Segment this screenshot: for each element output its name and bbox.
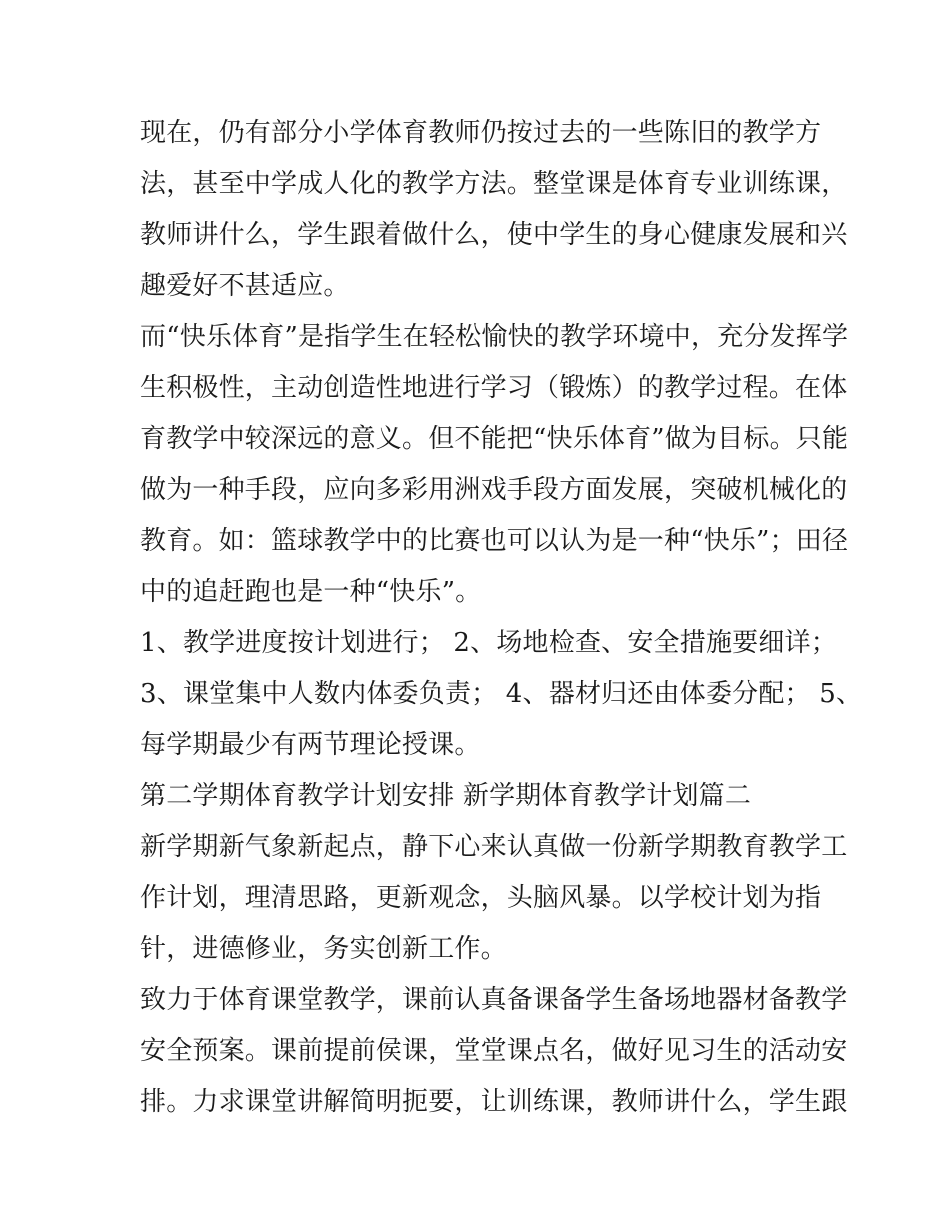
text-line: 教育。如：篮球教学中的比赛也可以认为是一种“快乐”；田径 — [140, 526, 849, 556]
document-body — [140, 108, 863, 1128]
text-line: 育教学中较深远的意义。但不能把“快乐体育”做为目标。只能 — [140, 424, 849, 454]
section-heading: 第二学期体育教学计划安排 新学期体育教学计划篇二 — [140, 781, 752, 811]
text-line: 安全预案。课前提前侯课，堂堂课点名，做好见习生的活动安 — [140, 1036, 848, 1066]
text-line: 生积极性，主动创造性地进行学习（锻炼）的教学过程。在体 — [140, 373, 848, 403]
text-line: 中的追赶跑也是一种“快乐”。 — [140, 577, 482, 607]
text-line: 教师讲什么，学生跟着做什么，使中学生的身心健康发展和兴 — [140, 220, 848, 250]
list-line: 1、教学进度按计划进行； 2、场地检查、安全措施要细详； — [140, 628, 837, 658]
text-line: 致力于体育课堂教学，课前认真备课备学生备场地器材备教学 — [140, 985, 848, 1015]
text-line: 针，进德修业，务实创新工作。 — [140, 934, 507, 964]
text-line: 现在，仍有部分小学体育教师仍按过去的一些陈旧的教学方 — [140, 118, 822, 148]
list-line: 每学期最少有两节理论授课。 — [140, 730, 481, 760]
text-line: 作计划，理清思路，更新观念，头脑风暴。以学校计划为指 — [140, 883, 822, 913]
text-line: 做为一种手段，应向多彩用洲戏手段方面发展，突破机械化的 — [140, 475, 848, 505]
list-line: 3、课堂集中人数内体委负责； 4、器材归还由体委分配； 5、 — [140, 679, 863, 709]
text-line: 而“快乐体育”是指学生在轻松愉快的教学环境中，充分发挥学 — [140, 322, 849, 352]
text-line: 趣爱好不甚适应。 — [140, 271, 350, 301]
text-line: 排。力求课堂讲解简明扼要，让训练课，教师讲什么，学生跟 — [140, 1087, 848, 1117]
text-line: 法，甚至中学成人化的教学方法。整堂课是体育专业训练课， — [140, 169, 848, 199]
text-line: 新学期新气象新起点，静下心来认真做一份新学期教育教学工 — [140, 832, 848, 862]
